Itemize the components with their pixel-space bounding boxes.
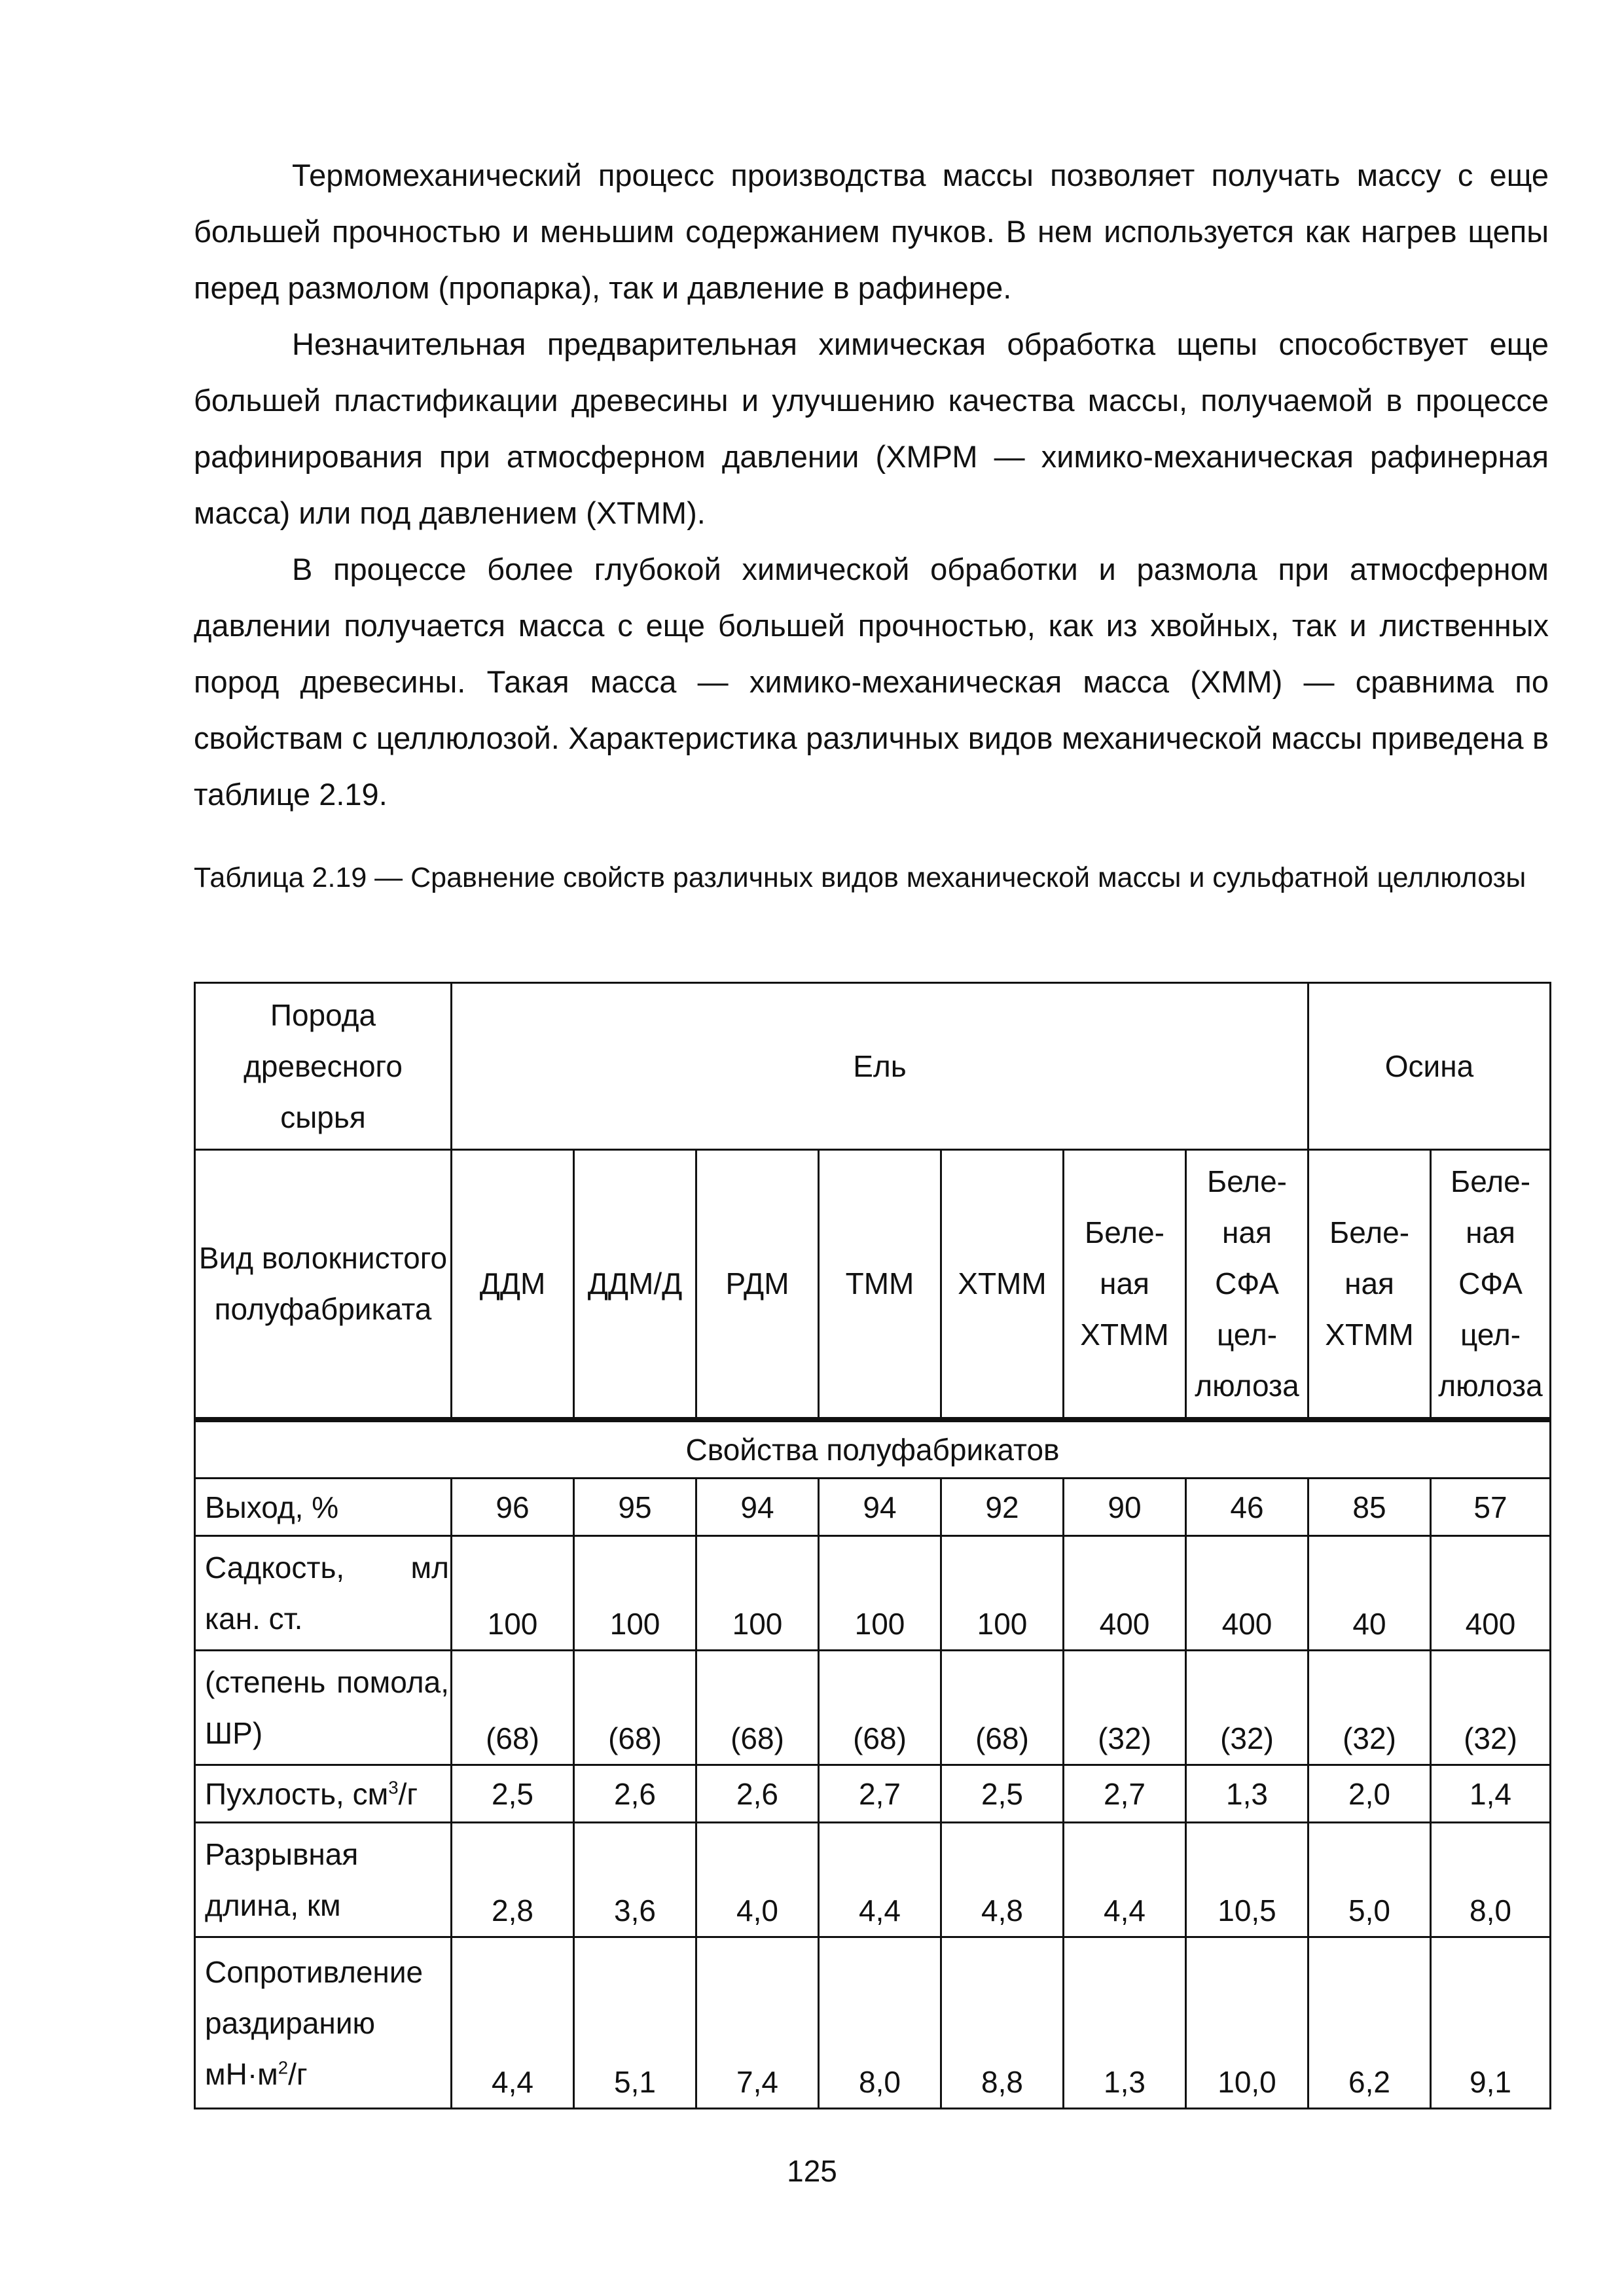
cell: 85 xyxy=(1308,1479,1431,1536)
cell: (32) xyxy=(1431,1651,1551,1765)
cell: 1,3 xyxy=(1064,1937,1186,2109)
cell: 400 xyxy=(1431,1536,1551,1651)
row-label: Выход, % xyxy=(195,1479,452,1536)
cell: 7,4 xyxy=(696,1937,819,2109)
species-spruce: Ель xyxy=(452,983,1308,1150)
table-row xyxy=(195,1479,1551,1536)
cell: 9,1 xyxy=(1431,1937,1551,2109)
column-header: Беленая ХТММ xyxy=(1064,1150,1186,1420)
superscript: 2 xyxy=(278,2057,289,2078)
cell: 2,7 xyxy=(819,1765,941,1823)
cell: 8,8 xyxy=(941,1937,1064,2109)
cell: 3,6 xyxy=(574,1823,696,1937)
cell: 10,0 xyxy=(1186,1937,1308,2109)
cell: (68) xyxy=(696,1651,819,1765)
paragraph: В процессе более глубокой химической обработки и размола при атмосферном давлении получается масса с еще большей прочностью, как из хвойных, так и лиственных пород древесины. Такая масса — химико-механическая масса (ХММ) — сравнима по свойствам с целлюлозой. Характеристика различных видов механической массы приведена в таблице 2.19. xyxy=(194,552,1549,812)
column-header: ДДМ/Д xyxy=(574,1150,696,1420)
page-number: 125 xyxy=(787,2154,837,2188)
paragraph: Незначительная предварительная химическая обработка щепы способствует еще большей пластификации древесины и улучшению качества массы, получаемой в процессе рафинирования при атмосферном давлении (ХМРМ — химико-механическая рафинерная масса) или под давлением (ХТММ). xyxy=(194,327,1549,530)
cell: 92 xyxy=(941,1479,1064,1536)
cell: 2,5 xyxy=(941,1765,1064,1823)
column-header: ДДМ xyxy=(452,1150,574,1420)
section-title: Свойства полуфабрикатов xyxy=(195,1420,1551,1479)
cell: (68) xyxy=(941,1651,1064,1765)
cell: (68) xyxy=(574,1651,696,1765)
row-label: Разрывная длина, км xyxy=(195,1823,452,1937)
column-header: РДМ xyxy=(696,1150,819,1420)
row-label xyxy=(195,1765,452,1823)
cell: 2,7 xyxy=(1064,1765,1186,1823)
cell: 46 xyxy=(1186,1479,1308,1536)
cell: 100 xyxy=(941,1536,1064,1651)
cell: 10,5 xyxy=(1186,1823,1308,1937)
cell: 2,0 xyxy=(1308,1765,1431,1823)
section-row xyxy=(195,1420,1551,1479)
cell: 4,0 xyxy=(696,1823,819,1937)
cell: 8,0 xyxy=(1431,1823,1551,1937)
cell: 8,0 xyxy=(819,1937,941,2109)
paragraph: Термомеханический процесс производства массы позволяет получать массу с еще большей прочностью и меньшим содержанием пучков. В нем используется как нагрев щепы перед размолом (пропарка), так и давление в рафинере. xyxy=(194,158,1549,305)
cell: 100 xyxy=(574,1536,696,1651)
cell: 100 xyxy=(696,1536,819,1651)
row-label-text: Пухлость, см xyxy=(205,1776,389,1811)
cell: 4,4 xyxy=(452,1937,574,2109)
cell: (68) xyxy=(452,1651,574,1765)
cell: 94 xyxy=(819,1479,941,1536)
cell: 100 xyxy=(819,1536,941,1651)
table-row xyxy=(195,1536,1551,1651)
cell: 95 xyxy=(574,1479,696,1536)
table-row xyxy=(195,1937,1551,2109)
cell: 57 xyxy=(1431,1479,1551,1536)
cell: 2,6 xyxy=(696,1765,819,1823)
row-label-text: Сопротивление раздиранию мН·м xyxy=(205,1954,424,2091)
row-label-unit: /г xyxy=(288,2056,308,2091)
cell: 2,5 xyxy=(452,1765,574,1823)
type-header-cell: Вид волокнистого полуфабриката xyxy=(195,1150,452,1420)
row-label: (степень помола, ШР) xyxy=(195,1651,452,1765)
cell: 2,6 xyxy=(574,1765,696,1823)
table-caption: Таблица 2.19 — Сравнение свойств различных видов механической массы и сульфатной целлюлозы xyxy=(194,862,1526,893)
species-header-cell: Порода древесного сырья xyxy=(195,983,452,1150)
cell: 90 xyxy=(1064,1479,1186,1536)
cell: 40 xyxy=(1308,1536,1431,1651)
cell: 4,8 xyxy=(941,1823,1064,1937)
cell: (32) xyxy=(1064,1651,1186,1765)
cell: 1,3 xyxy=(1186,1765,1308,1823)
species-aspen: Осина xyxy=(1308,983,1551,1150)
cell: (32) xyxy=(1186,1651,1308,1765)
cell: 400 xyxy=(1064,1536,1186,1651)
properties-table xyxy=(194,982,1551,2109)
table-row xyxy=(195,1823,1551,1937)
type-header-row xyxy=(195,1150,1551,1420)
body-text xyxy=(194,147,1549,823)
cell: 2,8 xyxy=(452,1823,574,1937)
cell: 100 xyxy=(452,1536,574,1651)
cell: 96 xyxy=(452,1479,574,1536)
column-header: ТММ xyxy=(819,1150,941,1420)
cell: (32) xyxy=(1308,1651,1431,1765)
row-label-unit: /г xyxy=(398,1776,418,1811)
column-header: Беленая СФА целлюлоза xyxy=(1431,1150,1551,1420)
column-header: Беленая СФА целлюлоза xyxy=(1186,1150,1308,1420)
column-header: Беленая ХТММ xyxy=(1308,1150,1431,1420)
column-header: ХТММ xyxy=(941,1150,1064,1420)
cell: 1,4 xyxy=(1431,1765,1551,1823)
table-row xyxy=(195,1765,1551,1823)
row-label xyxy=(195,1937,452,2109)
species-header-row xyxy=(195,983,1551,1150)
cell: 400 xyxy=(1186,1536,1308,1651)
cell: 4,4 xyxy=(819,1823,941,1937)
cell: 5,1 xyxy=(574,1937,696,2109)
cell: (68) xyxy=(819,1651,941,1765)
table-row xyxy=(195,1651,1551,1765)
cell: 5,0 xyxy=(1308,1823,1431,1937)
cell: 94 xyxy=(696,1479,819,1536)
superscript: 3 xyxy=(388,1777,399,1798)
cell: 6,2 xyxy=(1308,1937,1431,2109)
cell: 4,4 xyxy=(1064,1823,1186,1937)
row-label: Садкость, мл кан. ст. xyxy=(195,1536,452,1651)
